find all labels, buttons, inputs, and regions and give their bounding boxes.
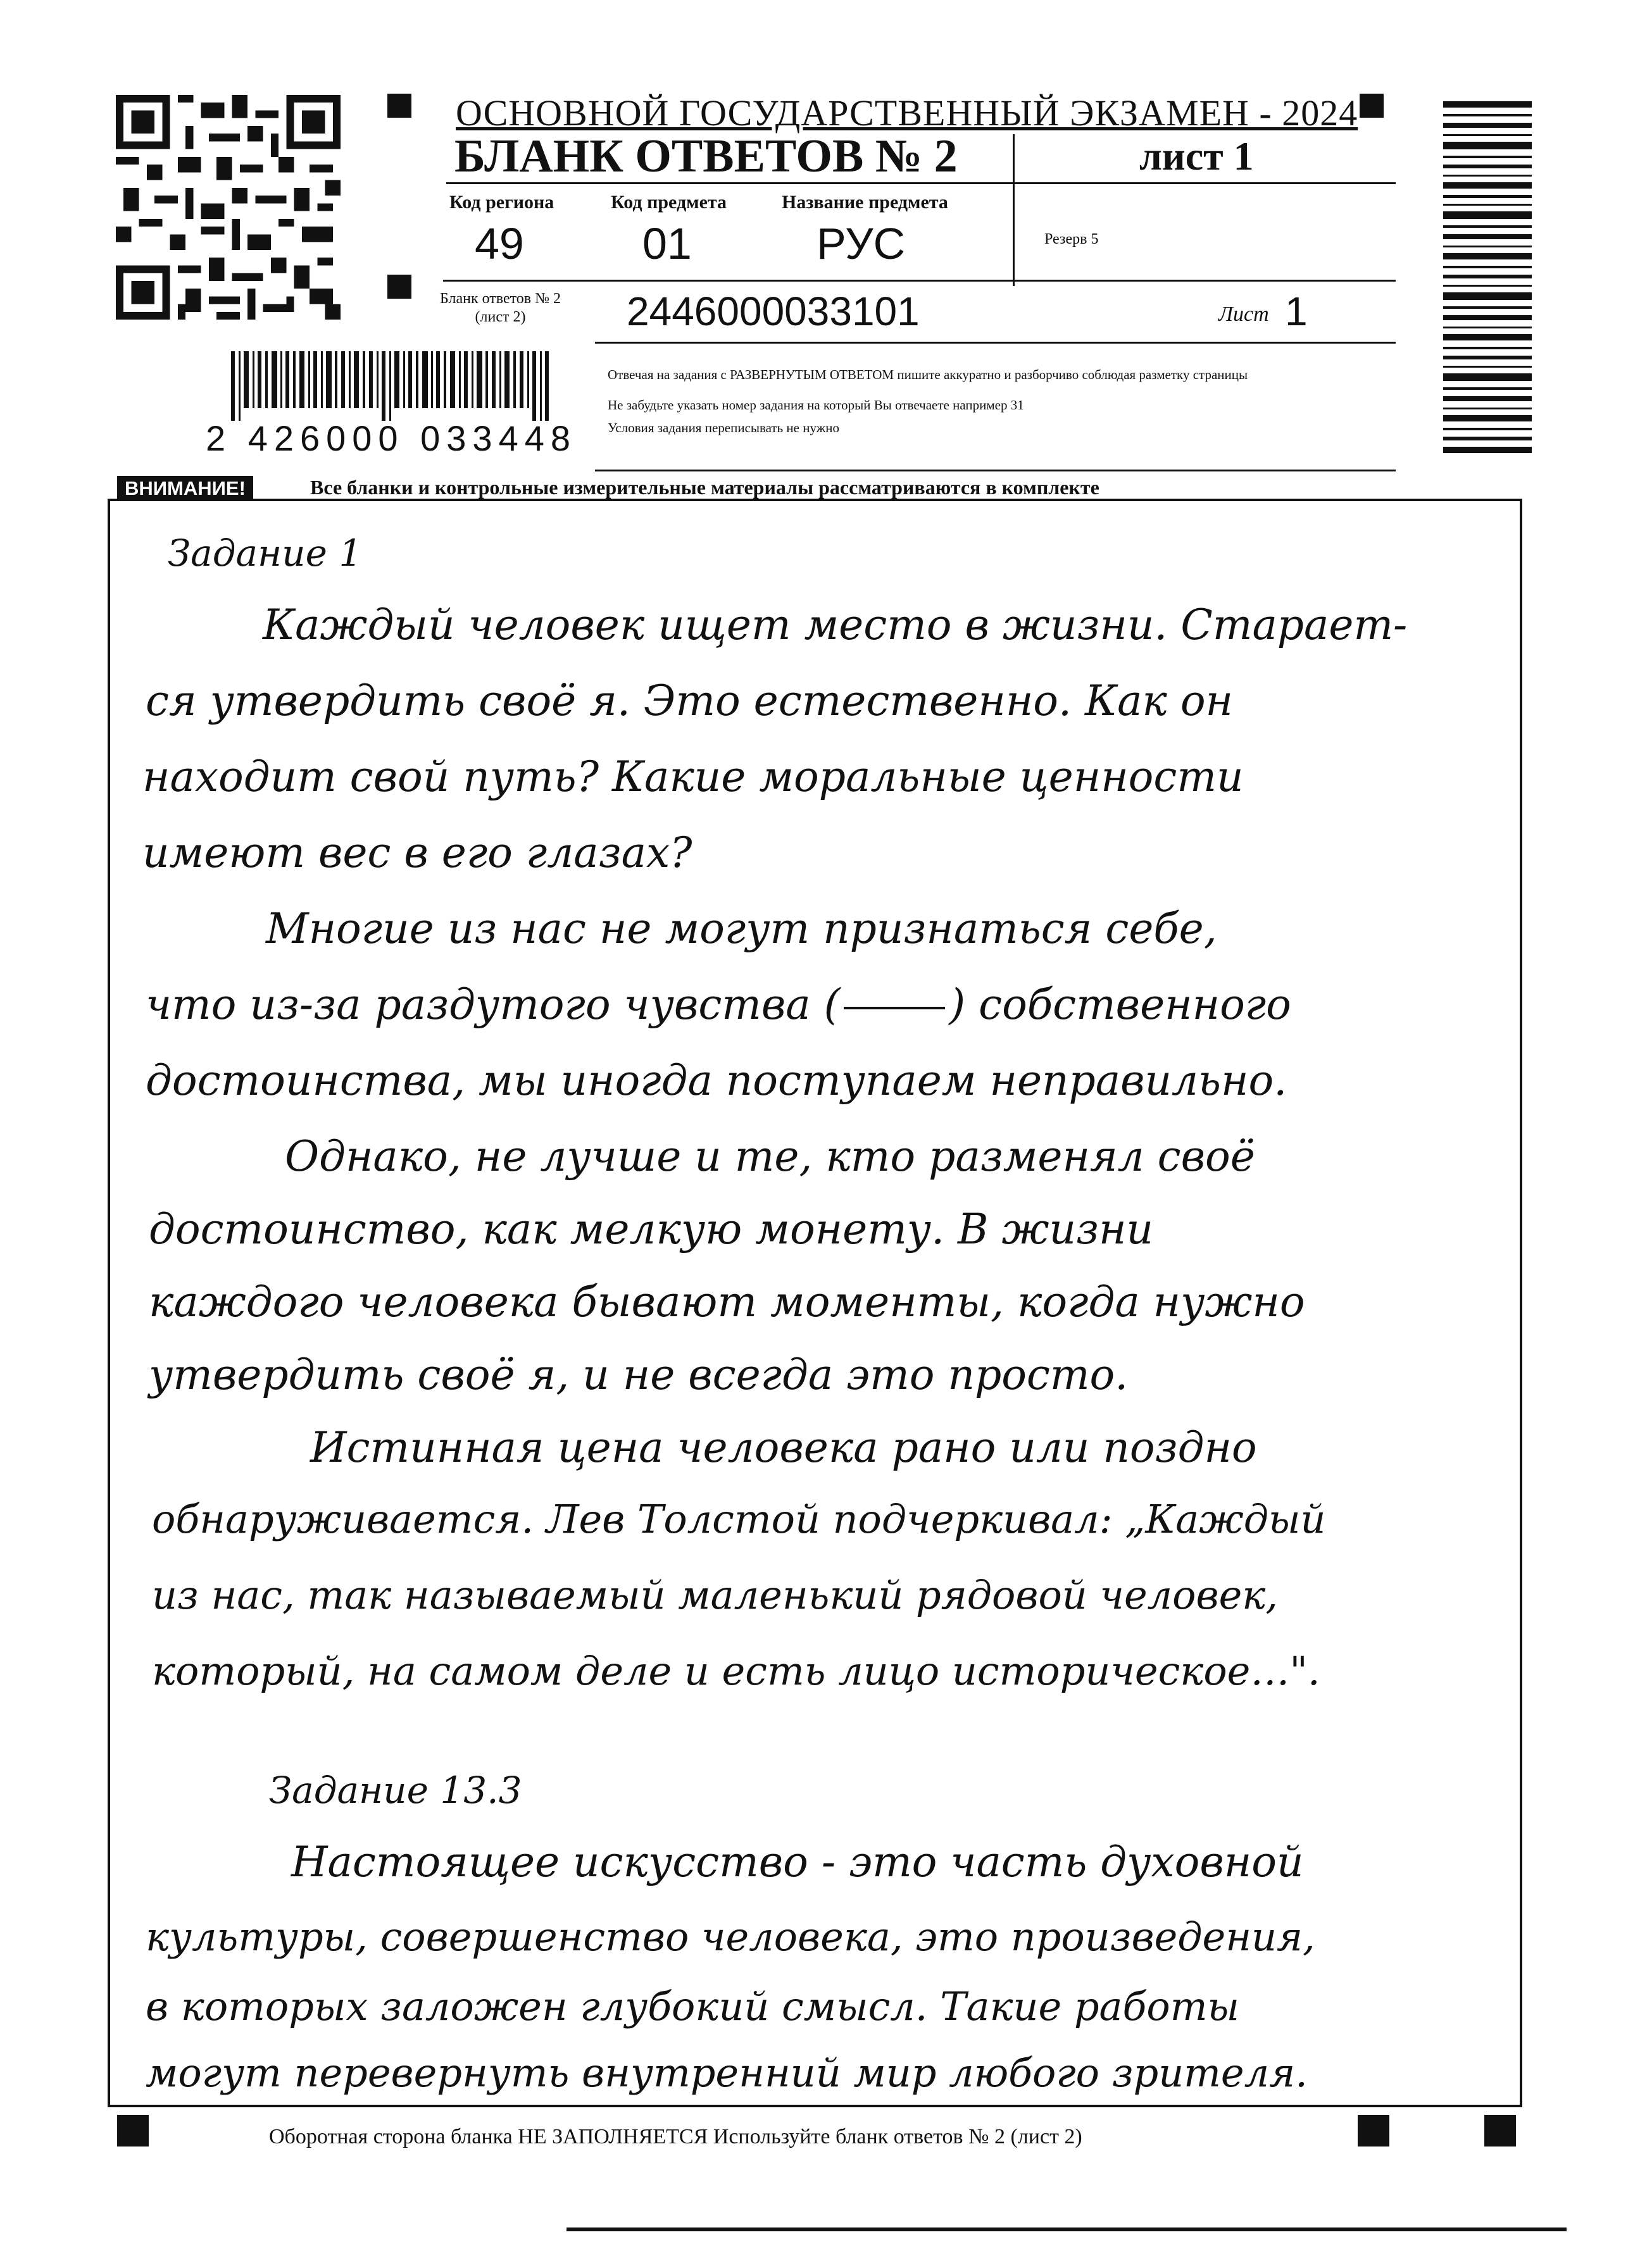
- handwritten-line: утвердить своё я, и не всегда это просто.: [149, 1350, 1129, 1399]
- warning-badge: ВНИМАНИЕ!: [117, 476, 253, 501]
- handwritten-line: культуры, совершенство человека, это произведения,: [146, 1914, 1315, 1960]
- handwritten-line: в которых заложен глубокий смысл. Такие работы: [146, 1983, 1239, 2029]
- handwritten-line: Многие из нас не могут признаться себе,: [266, 904, 1217, 953]
- warning-text: Все бланки и контрольные измерительные материалы рассматриваются в комплекте: [310, 476, 1099, 499]
- side-barcode: [1443, 101, 1532, 456]
- header-rule: [443, 280, 1396, 282]
- form-title: БЛАНК ОТВЕТОВ № 2: [454, 130, 958, 182]
- footer-note: Оборотная сторона бланка НЕ ЗАПОЛНЯЕТСЯ Используйте бланк ответов № 2 (лист 2): [269, 2125, 1082, 2148]
- timing-marker: [1360, 94, 1384, 118]
- form-ref-label: Бланк ответов № 2 (лист 2): [440, 290, 561, 325]
- handwritten-line: ся утвердить своё я. Это естественно. Как он: [146, 676, 1234, 725]
- region-code-value: 49: [475, 219, 524, 268]
- sheet-number-label: Лист: [1218, 302, 1269, 326]
- barcode: [231, 351, 560, 421]
- subject-code-label: Код предмета: [611, 192, 727, 213]
- handwritten-line: Однако, не лучше и те, кто разменял своё: [285, 1132, 1255, 1181]
- instruction-line: Не забудьте указать номер задания на который Вы отвечаете например 31: [608, 397, 1024, 413]
- handwritten-line: который, на самом деле и есть лицо историческое…".: [152, 1648, 1320, 1694]
- header-divider: [1013, 134, 1015, 286]
- handwritten-line: имеют вес в его глазах?: [142, 828, 692, 877]
- sheet-number-value: 1: [1285, 289, 1308, 334]
- timing-marker: [387, 275, 411, 299]
- handwritten-line: Настоящее искусство - это часть духовной: [291, 1838, 1304, 1886]
- handwritten-line: что из-за раздутого чувства ( ) собственного: [146, 980, 1291, 1029]
- reserve-label: Резерв 5: [1044, 231, 1099, 247]
- timing-marker: [117, 2115, 149, 2146]
- bottom-rule: [566, 2228, 1567, 2231]
- handwritten-line: обнаруживается. Лев Толстой подчеркивал: „Каждый: [152, 1496, 1326, 1542]
- task-heading: Задание 1: [168, 532, 363, 575]
- handwritten-line: находит свой путь? Какие моральные ценности: [142, 752, 1244, 801]
- handwritten-line: каждого человека бывают моменты, когда нужно: [149, 1278, 1305, 1326]
- form-ref-number: 2446000033101: [627, 289, 920, 334]
- crossed-out-word: [844, 1007, 945, 1009]
- instruction-line: Отвечая на задания с РАЗВЕРНУТЫМ ОТВЕТОМ пишите аккуратно и разборчиво соблюдая разметку страницы: [608, 367, 1248, 382]
- header-rule: [595, 342, 1396, 344]
- sheet-label: лист 1: [1139, 134, 1254, 178]
- timing-marker: [387, 94, 411, 118]
- handwritten-line: из нас, так называемый маленький рядовой человек,: [152, 1572, 1278, 1618]
- header-rule: [595, 470, 1396, 471]
- region-code-label: Код региона: [449, 192, 554, 213]
- subject-name-label: Название предмета: [782, 192, 948, 213]
- header-rule: [446, 182, 1396, 184]
- task-heading: Задание 13.3: [269, 1769, 522, 1812]
- handwritten-line: достоинство, как мелкую монету. В жизни: [149, 1205, 1154, 1254]
- handwritten-line: Каждый человек ищет место в жизни. Старает-: [263, 601, 1408, 649]
- subject-name-value: РУС: [817, 219, 906, 268]
- handwritten-line: Истинная цена человека рано или поздно: [310, 1423, 1257, 1472]
- timing-marker: [1358, 2115, 1389, 2146]
- subject-code-value: 01: [642, 219, 692, 268]
- barcode-number: 2 426000 033448: [206, 418, 577, 458]
- timing-marker: [1484, 2115, 1516, 2146]
- exam-title: ОСНОВНОЙ ГОСУДАРСТВЕННЫЙ ЭКЗАМЕН - 2024: [456, 92, 1358, 134]
- handwritten-line: достоинства, мы иногда поступаем неправильно.: [146, 1056, 1287, 1105]
- instruction-line: Условия задания переписывать не нужно: [608, 420, 839, 435]
- handwritten-line: могут перевернуть внутренний мир любого зрителя.: [146, 2050, 1308, 2096]
- qr-code: [116, 95, 341, 320]
